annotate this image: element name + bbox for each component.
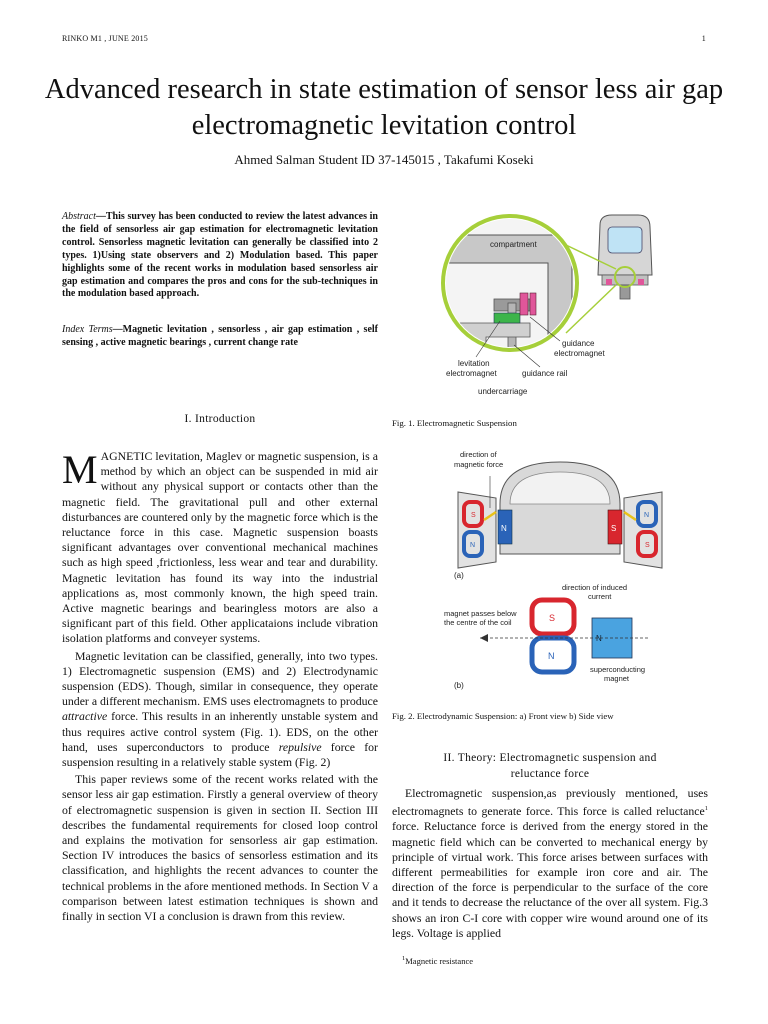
running-header: RINKO M1 , JUNE 2015: [62, 34, 148, 43]
label-current: current: [588, 592, 612, 601]
svg-text:S: S: [471, 512, 476, 519]
label-panel-b: (b): [454, 681, 464, 690]
introduction-body: [62, 449, 378, 926]
svg-text:N: N: [644, 512, 650, 519]
svg-text:N: N: [470, 542, 476, 549]
label-guidance-electromagnet-2: electromagnet: [554, 349, 605, 358]
section-heading-theory: II. Theory: Electromagnetic suspension and reluctance force: [443, 752, 657, 780]
figure-1-electromagnetic-suspension: [430, 205, 690, 405]
svg-text:S: S: [611, 524, 617, 533]
levitation-magnet: [494, 313, 520, 323]
label-compartment: compartment: [490, 240, 537, 249]
label-guidance-rail: guidance rail: [522, 369, 568, 378]
label-levitation-2: electromagnet: [446, 369, 497, 378]
intro-paragraph-2: Magnetic levitation can be classified, generally, into two types. 1) Electromagnetic suspension (EMS) and 2) Electrodynamic suspension (EDS). Though, similar in consequence, they operate under a different mechanism. EMS uses electromagnets to produce attractive force. This results in an inherently unstable system and thus requires active control system (Fig. 1). EDS, on the other hand, uses superconductors to produce repulsive force for suspension resulting in a relatively stable system (Fig. 2): [62, 648, 378, 770]
svg-text:N: N: [548, 651, 555, 661]
figure-2-electrodynamic-suspension: [440, 442, 680, 694]
svg-text:N: N: [596, 634, 602, 643]
paper-title: Advanced research in state estimation of sensor less air gap electromagnetic levitation control: [44, 74, 724, 141]
index-terms-label: Index Terms: [62, 324, 113, 335]
label-magnetic-force: magnetic force: [454, 460, 504, 469]
label-levitation-1: levitation: [458, 359, 490, 368]
intro-paragraph-1: MAGNETIC levitation, Maglev or magnetic suspension, is a method by which an object can be suspended in mid air without any physical support or contacts other than the magnetic field. The gravitational pull and other external disturbances are countered only by the magnetic force which is the reluctance force in this case. Magnetic suspension boasts significant advantages over conventional mechanical machines such as high speed ,frictionless, less wear and tear and durability. Magnetic levitation has found its way into the industrial applications as, most commonly known, the high speed train. Active magnetic bearings and bearingless motors are also a significant part of this field. Other applicataions include vibration isolation platforms and conveyer systems.: [62, 447, 378, 646]
footnote: $^1$Magnetic resistance: [402, 955, 473, 966]
label-superconducting: superconducting: [590, 665, 646, 674]
label-magnet-passes: magnet passes below: [444, 609, 517, 618]
abstract-label: Abstract: [62, 211, 96, 222]
abstract-text: This survey has been conducted to review the latest advances in the field of sensorless air gap estimation for electromagnetic levitation control. Sensorless magnetic levitation can generally be classified into 2 types. 1)Using state observers and 2) Modulation based. This paper highlights some of the recent works in modulation based sensorless air gap estimation and compares the pros and cons for the sub-techniques in the modulation based approach.: [62, 211, 378, 300]
label-direction-induced: direction of induced: [562, 583, 628, 592]
svg-text:S: S: [549, 613, 556, 623]
guidance-magnet: [520, 293, 528, 315]
page-number: 1: [701, 34, 706, 43]
abstract: Abstract—This survey has been conducted to review the latest advances in the field of sensorless air gap estimation for electromagnetic levitation control. Sensorless magnetic levitation can generally be classified into 2 types. 1)Using state observers and 2) Modulation based. This paper highlights some of the recent works in modulation based sensorless air gap estimation and compares the pros and cons for the sub-techniques in the modulation based approach.: [62, 211, 378, 300]
theory-paragraph-1: Electromagnetic suspension,as previously mentioned, uses electromagnets to generate force. This force is called reluctance$^1$ force. Reluctance force is derived from the energy stored in the magnetic field which can be converted to mechanical energy by principle of virtual work. This force arises between surfaces with different permeabilities for example iron core and air. The direction of the force is perpendicular to the surface of the core and it tends to decrease the reluctance of the over all system. Fig.3 shows an iron C-I core with copper wire wound around one of its legs. Voltage is applied: [392, 786, 708, 940]
figure-1-caption: Fig. 1. Electromagnetic Suspension: [392, 418, 517, 428]
label-magnet: magnet: [604, 674, 630, 683]
label-direction-of: direction of: [460, 450, 497, 459]
index-terms: Index Terms—Magnetic levitation , sensorless , air gap estimation , self sensing , active magnetic bearings , current change rate: [62, 324, 378, 348]
svg-text:N: N: [501, 524, 507, 533]
author-line: Ahmed Salman Student ID 37-145015 , Takafumi Koseki: [234, 152, 534, 167]
intro-paragraph-3: This paper reviews some of the recent works related with the sensor less air gap estimation. Firstly a general overview of theory of electromagnetic suspension is given in section II. Section III describes the fundamental requirements for closed loop control and explains the motivation for sensorless air gap estimation. Section IV introduces the basics of sensorless estimation and its classification, and highlights the recent advances to counter the technical problems in the afore mentioned methods. In Section V a comparison between latest estimation techniques is shown and finally in section VI a conclusion is drawn from this review.: [62, 772, 378, 924]
label-panel-a: (a): [454, 571, 464, 580]
index-terms-text: Magnetic levitation , sensorless , air gap estimation , self sensing , active magnetic bearings , current change rate: [62, 324, 378, 348]
label-guidance-electromagnet-1: guidance: [562, 339, 595, 348]
section-heading-introduction: I. Introduction: [184, 413, 256, 425]
svg-text:S: S: [645, 542, 650, 549]
label-centre-of-coil: the centre of the coil: [444, 618, 512, 627]
theory-body: [392, 786, 708, 943]
label-undercarriage: undercarriage: [478, 387, 528, 396]
figure-2-caption: Fig. 2. Electrodynamic Suspension: a) Front view b) Side view: [392, 711, 614, 721]
drop-cap: M: [62, 447, 98, 492]
